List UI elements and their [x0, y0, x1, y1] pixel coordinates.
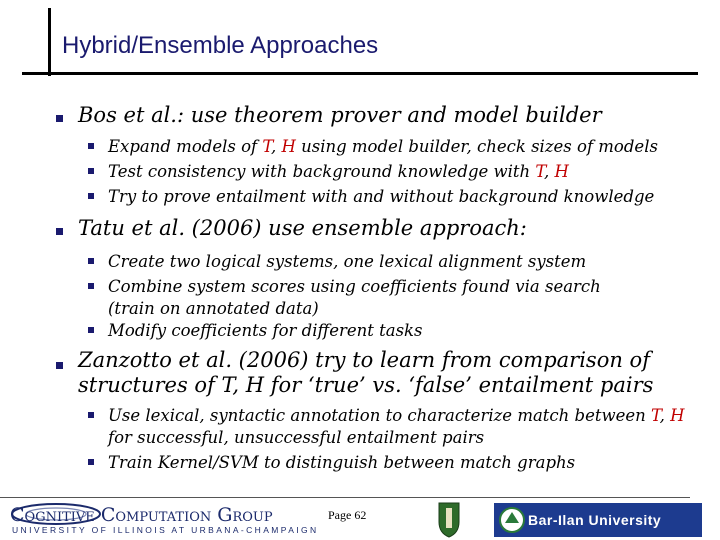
sub-bullet-marker [88, 193, 94, 199]
sub-bullet-2-3: Modify coefficients for different tasks [108, 321, 423, 340]
sub-bullet-2-2-line2: (train on annotated data) [108, 299, 319, 318]
sub-bullet-marker [88, 143, 94, 149]
ccg-logo-line2: UNIVERSITY OF ILLINOIS AT URBANA-CHAMPAIGN [12, 525, 319, 535]
sub-bullet-3-2: Train Kernel/SVM to distinguish between match graphs [108, 453, 576, 472]
page-number: Page 62 [328, 508, 367, 522]
bullet-marker [56, 362, 63, 369]
title-vertical-rule [48, 8, 51, 76]
slide-title: Hybrid/Ensemble Approaches [62, 32, 379, 59]
sub-bullet-1-3: Try to prove entailment with and without background knowledge [108, 187, 655, 206]
bullet-3-line2: structures of T, H for ‘true’ vs. ‘false’ entailment pairs [78, 373, 654, 397]
sub-bullet-marker [88, 327, 94, 333]
sub-bullet-2-2-line1: Combine system scores using coefficients found via search [108, 277, 601, 296]
sub-bullet-marker [88, 168, 94, 174]
sub-bullet-3-1-line1: Use lexical, syntactic annotation to characterize match between T, H [108, 406, 685, 425]
sub-bullet-3-1-line2: for successful, unsuccessful entailment pairs [108, 428, 485, 447]
sub-bullet-1-2: Test consistency with background knowledge with T, H [108, 162, 569, 181]
sub-bullet-marker [88, 283, 94, 289]
bar-ilan-logo-text: Bar-Ilan University [528, 512, 662, 528]
bullet-3-line1: Zanzotto et al. (2006) try to learn from comparison of [78, 348, 650, 372]
bullet-marker [56, 115, 63, 122]
title-horizontal-rule [22, 72, 698, 75]
bullet-2-text: Tatu et al. (2006) use ensemble approach: [78, 216, 527, 240]
ccg-logo [4, 500, 334, 538]
bullet-marker [56, 228, 63, 235]
sub-bullet-marker [88, 258, 94, 264]
bar-ilan-emblem-icon [498, 503, 526, 537]
sub-bullet-2-1: Create two logical systems, one lexical alignment system [108, 252, 587, 271]
sub-bullet-marker [88, 412, 94, 418]
bullet-1-text: Bos et al.: use theorem prover and model builder [78, 103, 602, 127]
sub-bullet-marker [88, 459, 94, 465]
sub-bullet-1-1: Expand models of T, H using model builder, check sizes of models [108, 137, 658, 156]
university-crest-icon [436, 500, 462, 538]
footer-rule [0, 497, 690, 498]
ccg-logo-line1: Cognitive Computation Group [10, 504, 273, 526]
